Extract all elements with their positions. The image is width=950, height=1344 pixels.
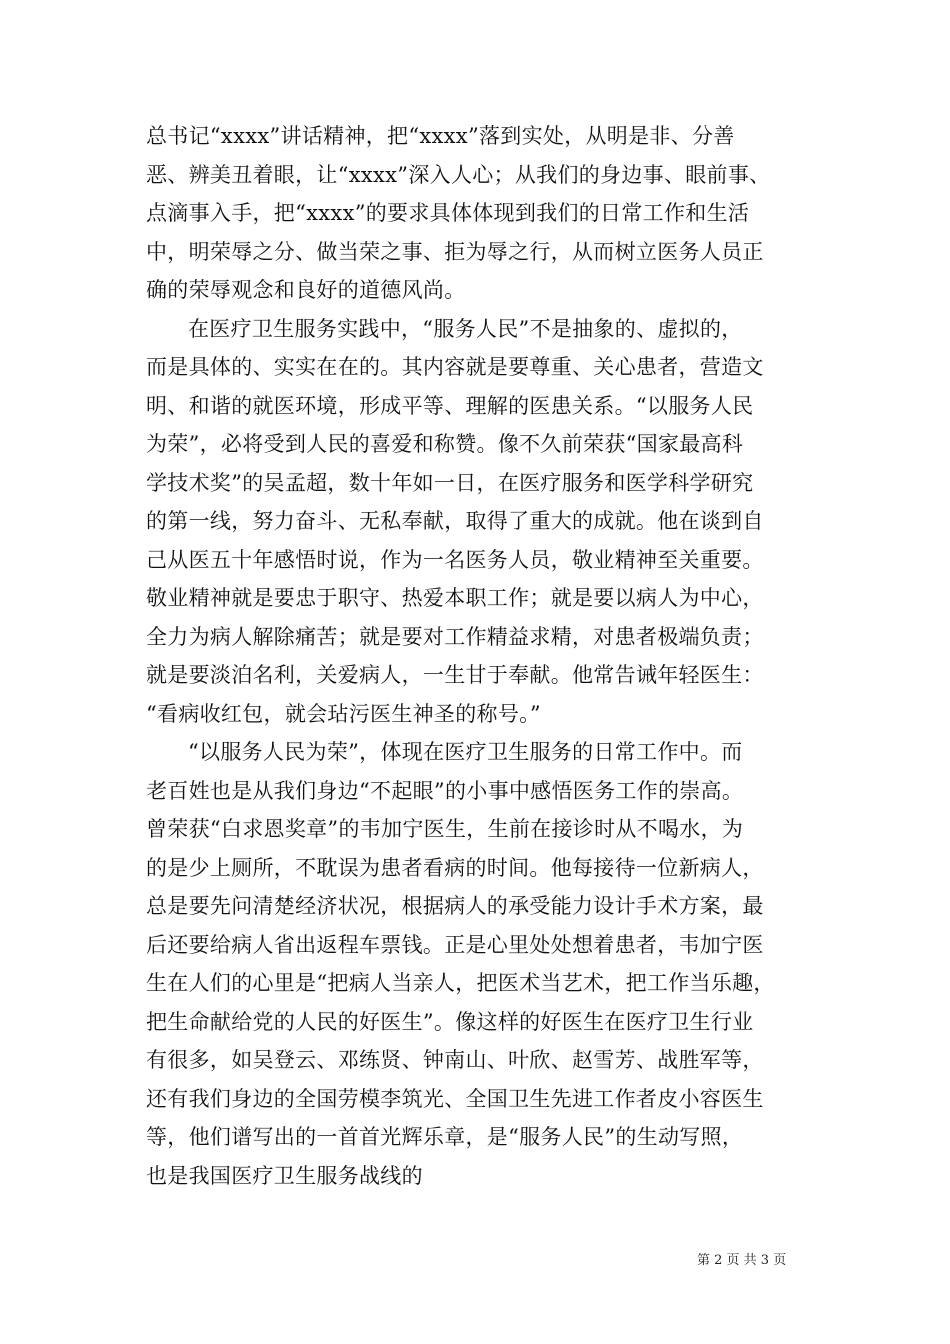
text-line: 确的荣辱观念和良好的道德风尚。: [146, 278, 466, 302]
text-line: 后还要给病人省出返程车票钱。正是心里处处想着患者，韦加宁医: [146, 932, 764, 957]
text-line: 为荣”，必将受到人民的喜爱和称赞。像不久前荣获“国家最高科: [146, 432, 744, 456]
text-line: 生在人们的心里是“把病人当亲人，把医术当艺术，把工作当乐趣，: [146, 971, 775, 995]
text-line: 把生命献给党的人民的好医生”。像这样的好医生在医疗卫生行业: [146, 1009, 754, 1034]
text-line: 也是我国医疗卫生服务战线的: [146, 1163, 423, 1188]
text-line: 己从医五十年感悟时说，作为一名医务人员，敬业精神至关重要。: [146, 547, 764, 572]
text-line: 恶、辨美丑着眼，让“xxxx”深入人心；从我们的身边事、眼前事、: [146, 162, 771, 187]
text-line: 敬业精神就是要忠于职守、热爱本职工作；就是要以病人为中心，: [146, 586, 764, 610]
text-line: 学技术奖”的吴孟超，数十年如一日，在医疗服务和医学科学研究: [146, 470, 754, 495]
text-line: 有很多，如吴登云、邓练贤、钟南山、叶欣、赵雪芳、战胜军等，: [146, 1048, 764, 1072]
text-line: 还有我们身边的全国劳模李筑光、全国卫生先进工作者皮小容医生: [146, 1086, 764, 1111]
text-line: 曾荣获“白求恩奖章”的韦加宁医生，生前在接诊时从不喝水，为: [146, 817, 744, 841]
text-line: 等，他们谱写出的一首首光辉乐章，是“服务人民”的生动写照，: [146, 1125, 744, 1149]
text-line: 老百姓也是从我们身边“不起眼”的小事中感悟医务工作的崇高。: [146, 778, 744, 803]
text-line: “以服务人民为荣”，体现在医疗卫生服务的日常工作中。而: [188, 740, 743, 764]
body-text: [146, 117, 811, 1195]
text-line: 的第一线，努力奋斗、无私奉献，取得了重大的成就。他在谈到自: [146, 509, 764, 533]
text-line: 总书记“xxxx”讲话精神，把“xxxx”落到实处，从明是非、分善: [146, 124, 735, 148]
text-line: 就是要淡泊名利，关爱病人，一生甘于奉献。他常告诫年轻医生：: [146, 663, 764, 687]
text-line: 点滴事入手，把“xxxx”的要求具体体现到我们的日常工作和生活: [146, 201, 750, 225]
text-line: “看病收红包，就会玷污医生神圣的称号。”: [146, 701, 541, 726]
text-line: 在医疗卫生服务实践中，“服务人民”不是抽象的、虚拟的，: [188, 316, 743, 341]
text-line: 全力为病人解除痛苦；就是要对工作精益求精，对患者极端负责；: [146, 624, 764, 649]
text-line: 明、和谐的就医环境，形成平等、理解的医患关系。“以服务人民: [146, 393, 754, 418]
text-line: 总是要先问清楚经济状况，根据病人的承受能力设计手术方案，最: [146, 894, 764, 918]
text-line: 而是具体的、实实在在的。其内容就是要尊重、关心患者，营造文: [146, 355, 764, 379]
text-line: 的是少上厕所，不耽误为患者看病的时间。他每接待一位新病人，: [146, 855, 764, 880]
text-line: 中，明荣辱之分、做当荣之事、拒为辱之行，从而树立医务人员正: [146, 239, 764, 264]
page-number-footer: 第 2 页 共 3 页: [697, 1253, 787, 1268]
